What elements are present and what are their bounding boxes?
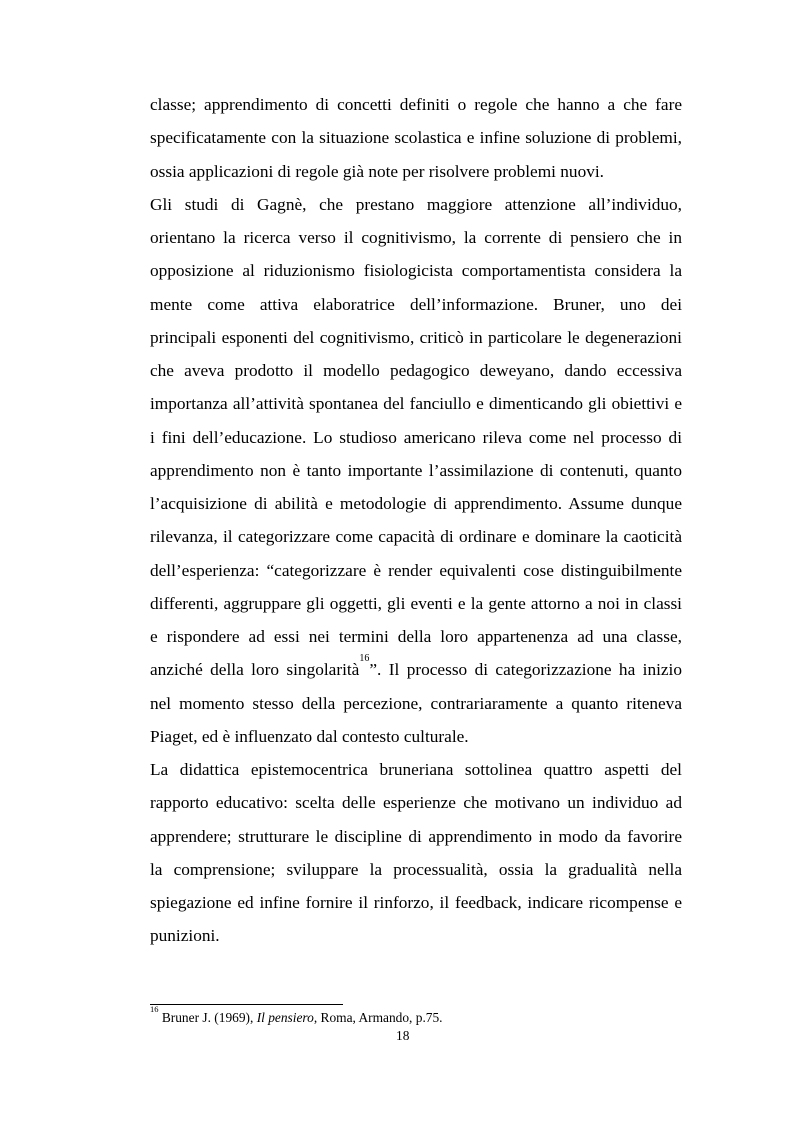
text-line: spiegazione ed infine fornire il rinforzo, il feedback, indicare ricompense e [150, 893, 682, 912]
text-line: Piaget, ed è influenzato dal contesto culturale. [150, 726, 469, 746]
text-line: che aveva prodotto il modello pedagogico deweyano, dando eccessiva [150, 361, 682, 380]
text-line: punizioni. [150, 926, 220, 946]
text-line: differenti, aggruppare gli oggetti, gli eventi e la gente attorno a noi in classi [150, 593, 682, 613]
text-line: nel momento stesso della percezione, contrariaramente a quanto riteneva [150, 693, 682, 713]
text-segment: anziché della loro singolarità [150, 660, 360, 680]
text-line: i fini dell’educazione. Lo studioso americano rileva come nel processo di [150, 427, 682, 447]
text-line: opposizione al riduzionismo fisiologicista comportamentista considera la [150, 261, 682, 281]
text-line: rilevanza, il categorizzare come capacità di ordinare e dominare la caoticità [150, 527, 682, 547]
page-number: 18 [396, 1028, 410, 1043]
text-line: e rispondere ad essi nei termini della loro appartenenza ad una classe, [150, 627, 682, 646]
text-line: mente come attiva elaboratrice dell’informazione. Bruner, uno dei [150, 294, 682, 314]
text-line: La didattica epistemocentrica bruneriana sottolinea quattro aspetti del [150, 760, 682, 779]
text-line: specificatamente con la situazione scolastica e infine soluzione di problemi, [150, 128, 682, 148]
footnote-author: Bruner J. (1969), [158, 1010, 257, 1025]
text-line: importanza all’attività spontanea del fanciullo e dimenticando gli obiettivi e [150, 394, 682, 414]
text-line: apprendimento non è tanto importante l’assimilazione di contenuti, quanto [150, 460, 682, 480]
text-segment: ”. Il processo di categorizzazione ha inizio [369, 660, 682, 680]
footnote [150, 1003, 690, 1026]
text-line: principali esponenti del cognitivismo, criticò in particolare le degenerazioni [150, 327, 682, 347]
footnote-reference[interactable]: 16 [359, 653, 370, 665]
body-text [150, 88, 682, 953]
paragraph-3 [150, 753, 682, 953]
text-line: ossia applicazioni di regole già note per risolvere problemi nuovi. [150, 161, 604, 181]
text-line: dell’esperienza: “categorizzare è render equivalenti cose distinguibilmente [150, 560, 682, 580]
text-line: orientano la ricerca verso il cognitivismo, la corrente di pensiero che in [150, 228, 682, 247]
paragraph-1 [150, 88, 682, 188]
text-line-with-footnote [150, 653, 682, 686]
text-line: rapporto educativo: scelta delle esperienze che motivano un individuo ad [150, 793, 682, 813]
text-line: Gli studi di Gagnè, che prestano maggiore attenzione all’individuo, [150, 194, 682, 214]
footnote-details: , Roma, Armando, p.75. [313, 1010, 443, 1025]
text-line: l’acquisizione di abilità e metodologie di apprendimento. Assume dunque [150, 494, 682, 513]
footnote-number: 16 [150, 1003, 159, 1014]
footnote-title: Il pensiero [256, 1010, 314, 1025]
text-line: apprendere; strutturare le discipline di apprendimento in modo da favorire [150, 826, 682, 846]
footnote-divider [150, 1004, 343, 1005]
text-line: classe; apprendimento di concetti definiti o regole che hanno a che fare [150, 95, 682, 114]
paragraph-2 [150, 188, 682, 753]
text-line: la comprensione; sviluppare la processualità, ossia la gradualità nella [150, 859, 682, 879]
